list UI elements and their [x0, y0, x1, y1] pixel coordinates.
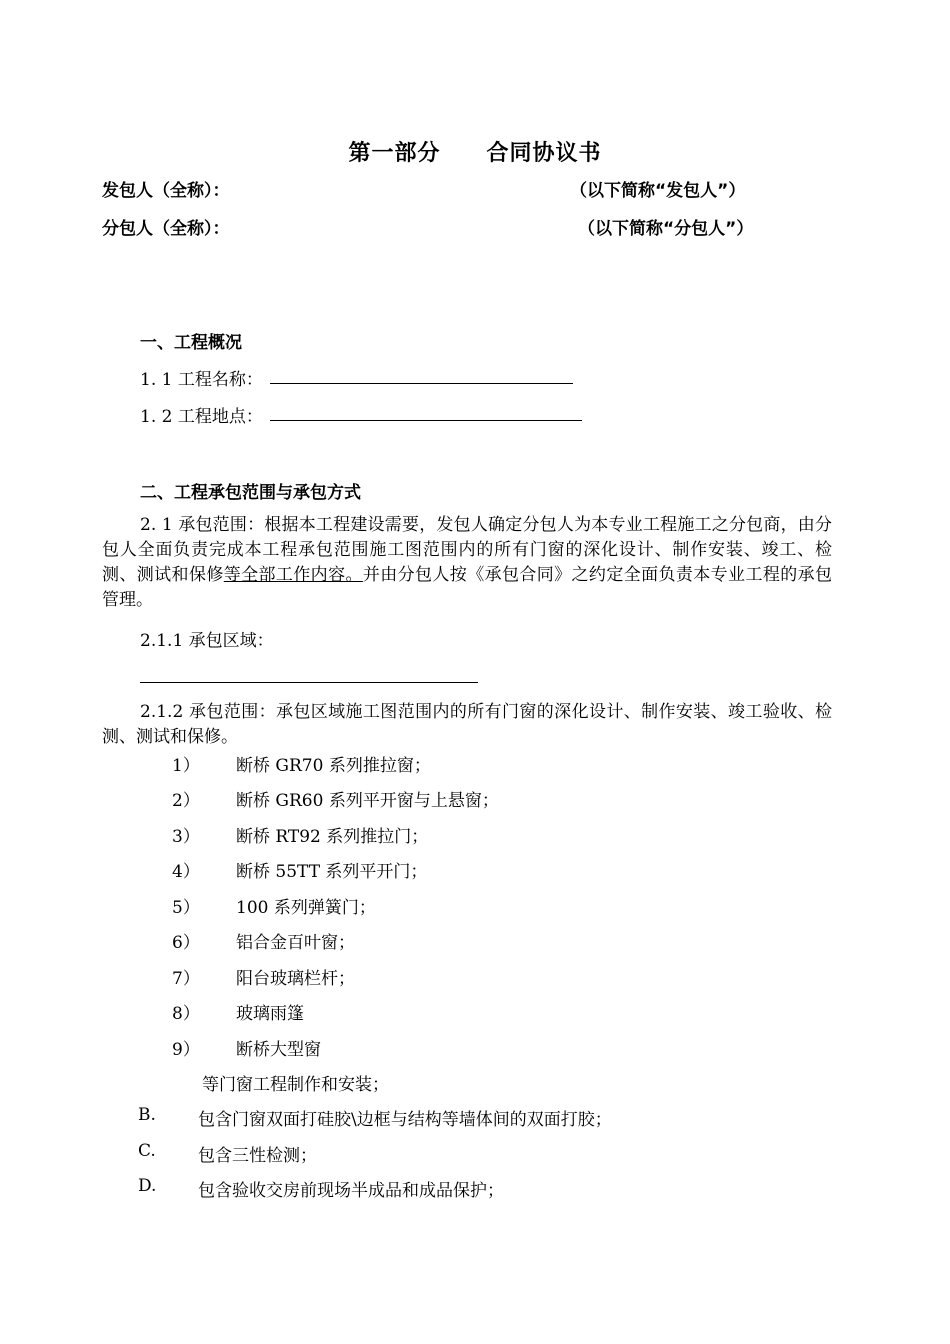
page-title: [0, 136, 950, 167]
section1-heading: 一、工程概况: [140, 333, 242, 353]
title-part: 第一部分: [348, 141, 441, 166]
lettered-item: 包含门窗双面打硅胶\边框与结构等墙体间的双面打胶；: [198, 1110, 612, 1130]
scope-text-b: 并由分包人按《承包合同》之约定全面负责本专业工程的承包管理。: [102, 565, 833, 610]
scope-text-underlined: 等全部工作内容。: [223, 565, 363, 585]
scope-text-a: 2. 1 承包范围：根据本工程建设需要，发包人确定分包人为本专业工程施工之分包商，由分包人全面负责完成本工程承包范围施工图范围内的所有门窗的深化设计、制作安装、竣工、检测、测试和保修: [102, 515, 832, 585]
item-num: 4）: [172, 862, 200, 882]
list-item: 玻璃雨篷: [236, 1004, 304, 1024]
item-num: 1）: [172, 756, 200, 776]
subcontractor-alias: （以下简称“分包人”）: [578, 219, 754, 239]
title-name: 合同协议书: [486, 141, 602, 166]
project-name-label: 1. 1 工程名称：: [140, 370, 263, 390]
scope-detail-paragraph: 2.1.2 承包范围：承包区域施工图范围内的所有门窗的深化设计、制作安装、竣工验收、检测、测试和保修。: [102, 702, 832, 747]
item-num: 2）: [172, 791, 200, 811]
letter-marker: C.: [138, 1141, 156, 1161]
item-num: 7）: [172, 969, 200, 989]
item-num: 5）: [172, 898, 200, 918]
area-blank[interactable]: [140, 664, 478, 683]
list-item: 断桥 GR60 系列平开窗与上悬窗；: [236, 791, 499, 811]
lettered-item: 包含验收交房前现场半成品和成品保护；: [198, 1181, 504, 1201]
items-summary: 等门窗工程制作和安装；: [202, 1075, 389, 1095]
subcontractor-label: 分包人（全称）：: [102, 219, 230, 239]
lettered-item: 包含三性检测；: [198, 1146, 317, 1166]
list-item: 断桥大型窗: [236, 1040, 321, 1060]
scope-paragraph: [102, 513, 832, 613]
list-item: 100 系列弹簧门；: [236, 898, 376, 918]
project-name-blank[interactable]: [270, 365, 573, 384]
item-num: 6）: [172, 933, 200, 953]
employer-label: 发包人（全称）：: [102, 181, 230, 201]
list-item: 铝合金百叶窗；: [236, 933, 355, 953]
item-num: 8）: [172, 1004, 200, 1024]
project-location-label: 1. 2 工程地点：: [140, 407, 263, 427]
employer-alias: （以下简称“发包人”）: [570, 181, 746, 201]
area-label: 2.1.1 承包区域：: [140, 631, 274, 651]
letter-marker: B.: [138, 1105, 156, 1125]
list-item: 阳台玻璃栏杆；: [236, 969, 355, 989]
item-num: 9）: [172, 1040, 200, 1060]
section2-heading: 二、工程承包范围与承包方式: [140, 483, 361, 503]
list-item: 断桥 GR70 系列推拉窗；: [236, 756, 431, 776]
list-item: 断桥 RT92 系列推拉门；: [236, 827, 429, 847]
item-num: 3）: [172, 827, 200, 847]
letter-marker: D.: [138, 1176, 157, 1196]
project-location-blank[interactable]: [270, 402, 582, 421]
list-item: 断桥 55TT 系列平开门；: [236, 862, 428, 882]
